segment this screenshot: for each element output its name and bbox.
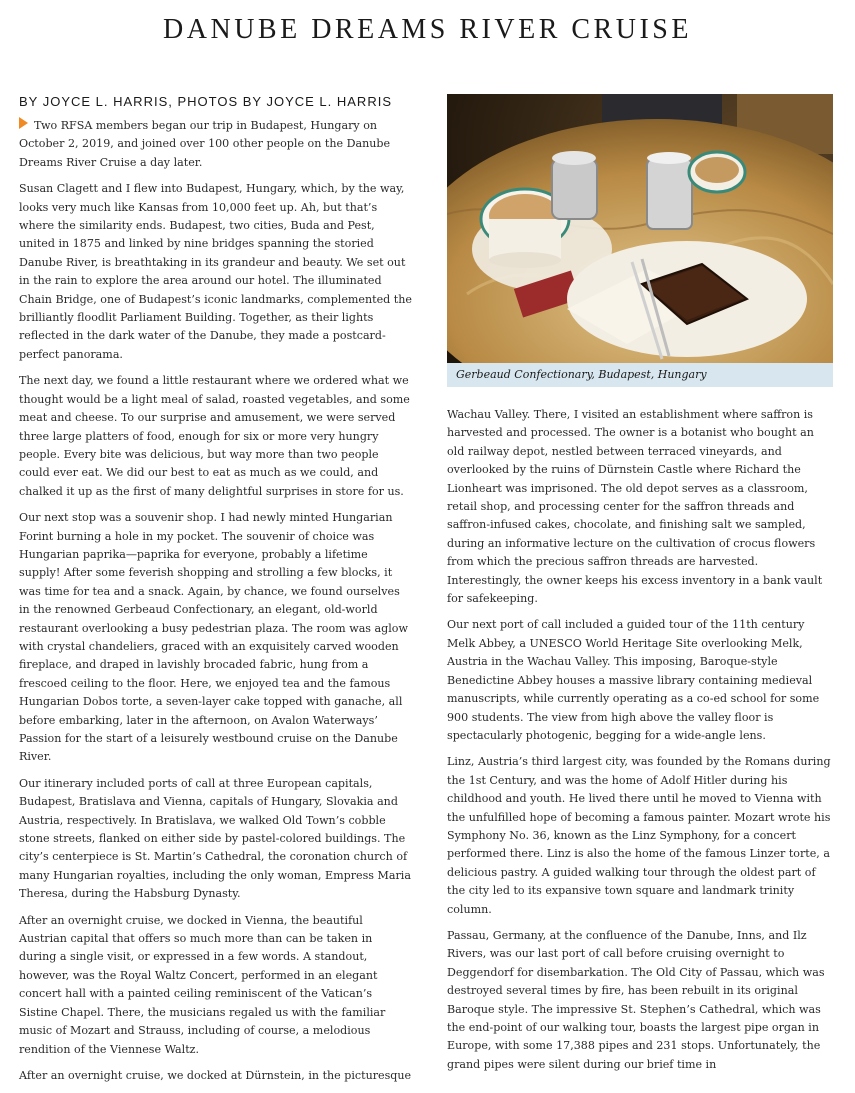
left-column	[19, 94, 412, 1093]
paragraph: Our next stop was a souvenir shop. I had newly minted Hungarian Forint burning a hole in my pocket. The souvenir of choice was Hungarian paprika—paprika for everyone, probably a lifetime supply! After some feverish shopping and strolling a few blocks, it was time for tea and a snack. Again, by chance, we found ourselves in the renowned Gerbeaud Confectionary, an elegant, old-world restaurant overlooking a busy pedestrian plaza. The room was aglow with crystal chandeliers, graced with an exquisitely carved wooden fireplace, and draped in lavishly brocaded fabric, hung from a frescoed ceiling to the floor. Here, we enjoyed tea and the famous Hungarian Dobos torte, a seven-layer cake topped with ganache, all before embarking, later in the afternoon, on Avalon Waterways’ Passion for the start of a leisurely westbound cruise on the Danube River.	[19, 511, 408, 764]
paragraph: The next day, we found a little restaurant where we ordered what we thought would be a light meal of salad, roasted vegetables, and some meat and cheese. To our surprise and amusement, we were served three large platters of food, enough for six or more very hungry people. Every bite was delicious, but way more than two people could ever eat. We did our best to eat as much as we could, and chalked it up as the first of many delightful surprises in store for us.	[19, 374, 410, 498]
right-column	[447, 94, 833, 1082]
paragraph: Wachau Valley. There, I visited an establishment where saffron is harvested and processed. The owner is a botanist who bought an old railway depot, nestled between terraced vineyards, and overlooked by the ruins of Dürnstein Castle where Richard the Lionheart was imprisoned. The old depot serves as a classroom, retail shop, and processing center for the saffron threads and saffron-infused cakes, chocolate, and finishing salt we sampled, during an informative lecture on the cultivation of crocus flowers from which the precious saffron threads are harvested. Interestingly, the owner keeps his excess inventory in a bank vault for safekeeping.	[447, 408, 823, 606]
article-title: DANUBE DREAMS RIVER CRUISE	[163, 14, 692, 45]
paragraph: Our next port of call included a guided tour of the 11th century Melk Abbey, a UNESCO World Heritage Site overlooking Melk, Austria in the Wachau Valley. This imposing, Baroque-style Benedictine Abbey houses a massive library containing medieval manuscripts, while currently operating as a co-ed school for some 900 students. The view from high above the valley floor is spectacularly photogenic, begging for a wide-angle lens.	[447, 618, 820, 742]
paragraph: Linz, Austria’s third largest city, was founded by the Romans during the 1st Century, and was the home of Adolf Hitler during his childhood and youth. He lived there until he moved to Vienna with the unfulfilled hope of becoming a famous painter. Mozart wrote his Symphony No. 36, known as the Linz Symphony, for a concert performed there. Linz is also the home of the famous Linzer torte, a delicious pastry. A guided walking tour through the oldest part of the city led to its expansive town square and landmark trinity column.	[447, 755, 831, 916]
photo-caption: Gerbeaud Confectionary, Budapest, Hungary	[447, 363, 833, 387]
byline: BY JOYCE L. HARRIS, PHOTOS BY JOYCE L. HARRIS	[19, 94, 392, 109]
paragraph: Passau, Germany, at the confluence of the Danube, Inns, and Ilz Rivers, was our last port of call before cruising overnight to Deggendorf for disembarkation. The Old City of Passau, which was destroyed several times by fire, has been rebuilt in its original Baroque style. The impressive St. Stephen’s Cathedral, which was the end-point of our walking tour, boasts the largest pipe organ in Europe, with some 17,388 pipes and 231 stops. Unfortunately, the grand pipes were silent during our brief time in	[447, 928, 825, 1071]
section-marker-icon	[19, 117, 28, 129]
paragraph	[19, 117, 412, 172]
paragraph: Susan Clagett and I flew into Budapest, Hungary, which, by the way, looks very much like Kansas from 10,000 feet up. Ah, but that’s where the similarity ends. Budapest, two cities, Buda and Pest, united in 1875 and linked by nine bridges spanning the storied Danube River, is breathtaking in its grandeur and beauty. We set out in the rain to explore the area around our hotel. The illuminated Chain Bridge, one of Budapest’s iconic landmarks, complemented the brilliantly floodlit Parliament Building. Together, as their lights reflected in the dark water of the Danube, they made a postcard-perfect panorama.	[19, 182, 412, 361]
paragraph: Our itinerary included ports of call at three European capitals, Budapest, Bratislava and Vienna, capitals of Hungary, Slovakia and Austria, respectively. In Bratislava, we walked Old Town’s cobble stone streets, flanked on either side by pastel-colored buildings. The city’s centerpiece is St. Martin’s Cathedral, the coronation church of many Hungarian royalties, including the only woman, Empress Maria Theresa, during the Habsburg Dynasty.	[19, 776, 411, 901]
cafe-table-illustration	[447, 94, 833, 363]
paragraph-text: Two RFSA members began our trip in Budapest, Hungary on October 2, 2019, and joined over 100 other people on the Danube Dreams River Cruise a day later.	[19, 119, 391, 169]
paragraph: After an overnight cruise, we docked at Dürnstein, in the picturesque	[19, 1068, 412, 1082]
paragraph: After an overnight cruise, we docked in Vienna, the beautiful Austrian capital that offers so much more than can be taken in during a single visit, or expressed in a few words. A standout, however, was the Royal Waltz Concert, performed in an elegant concert hall with a painted ceiling reminiscent of the Vatican’s Sistine Chapel. There, the musicians regaled us with the familiar music of Mozart and Strauss, including of course, a melodious rendition of the Viennese Waltz.	[19, 913, 386, 1056]
cafe-photo	[447, 94, 833, 363]
